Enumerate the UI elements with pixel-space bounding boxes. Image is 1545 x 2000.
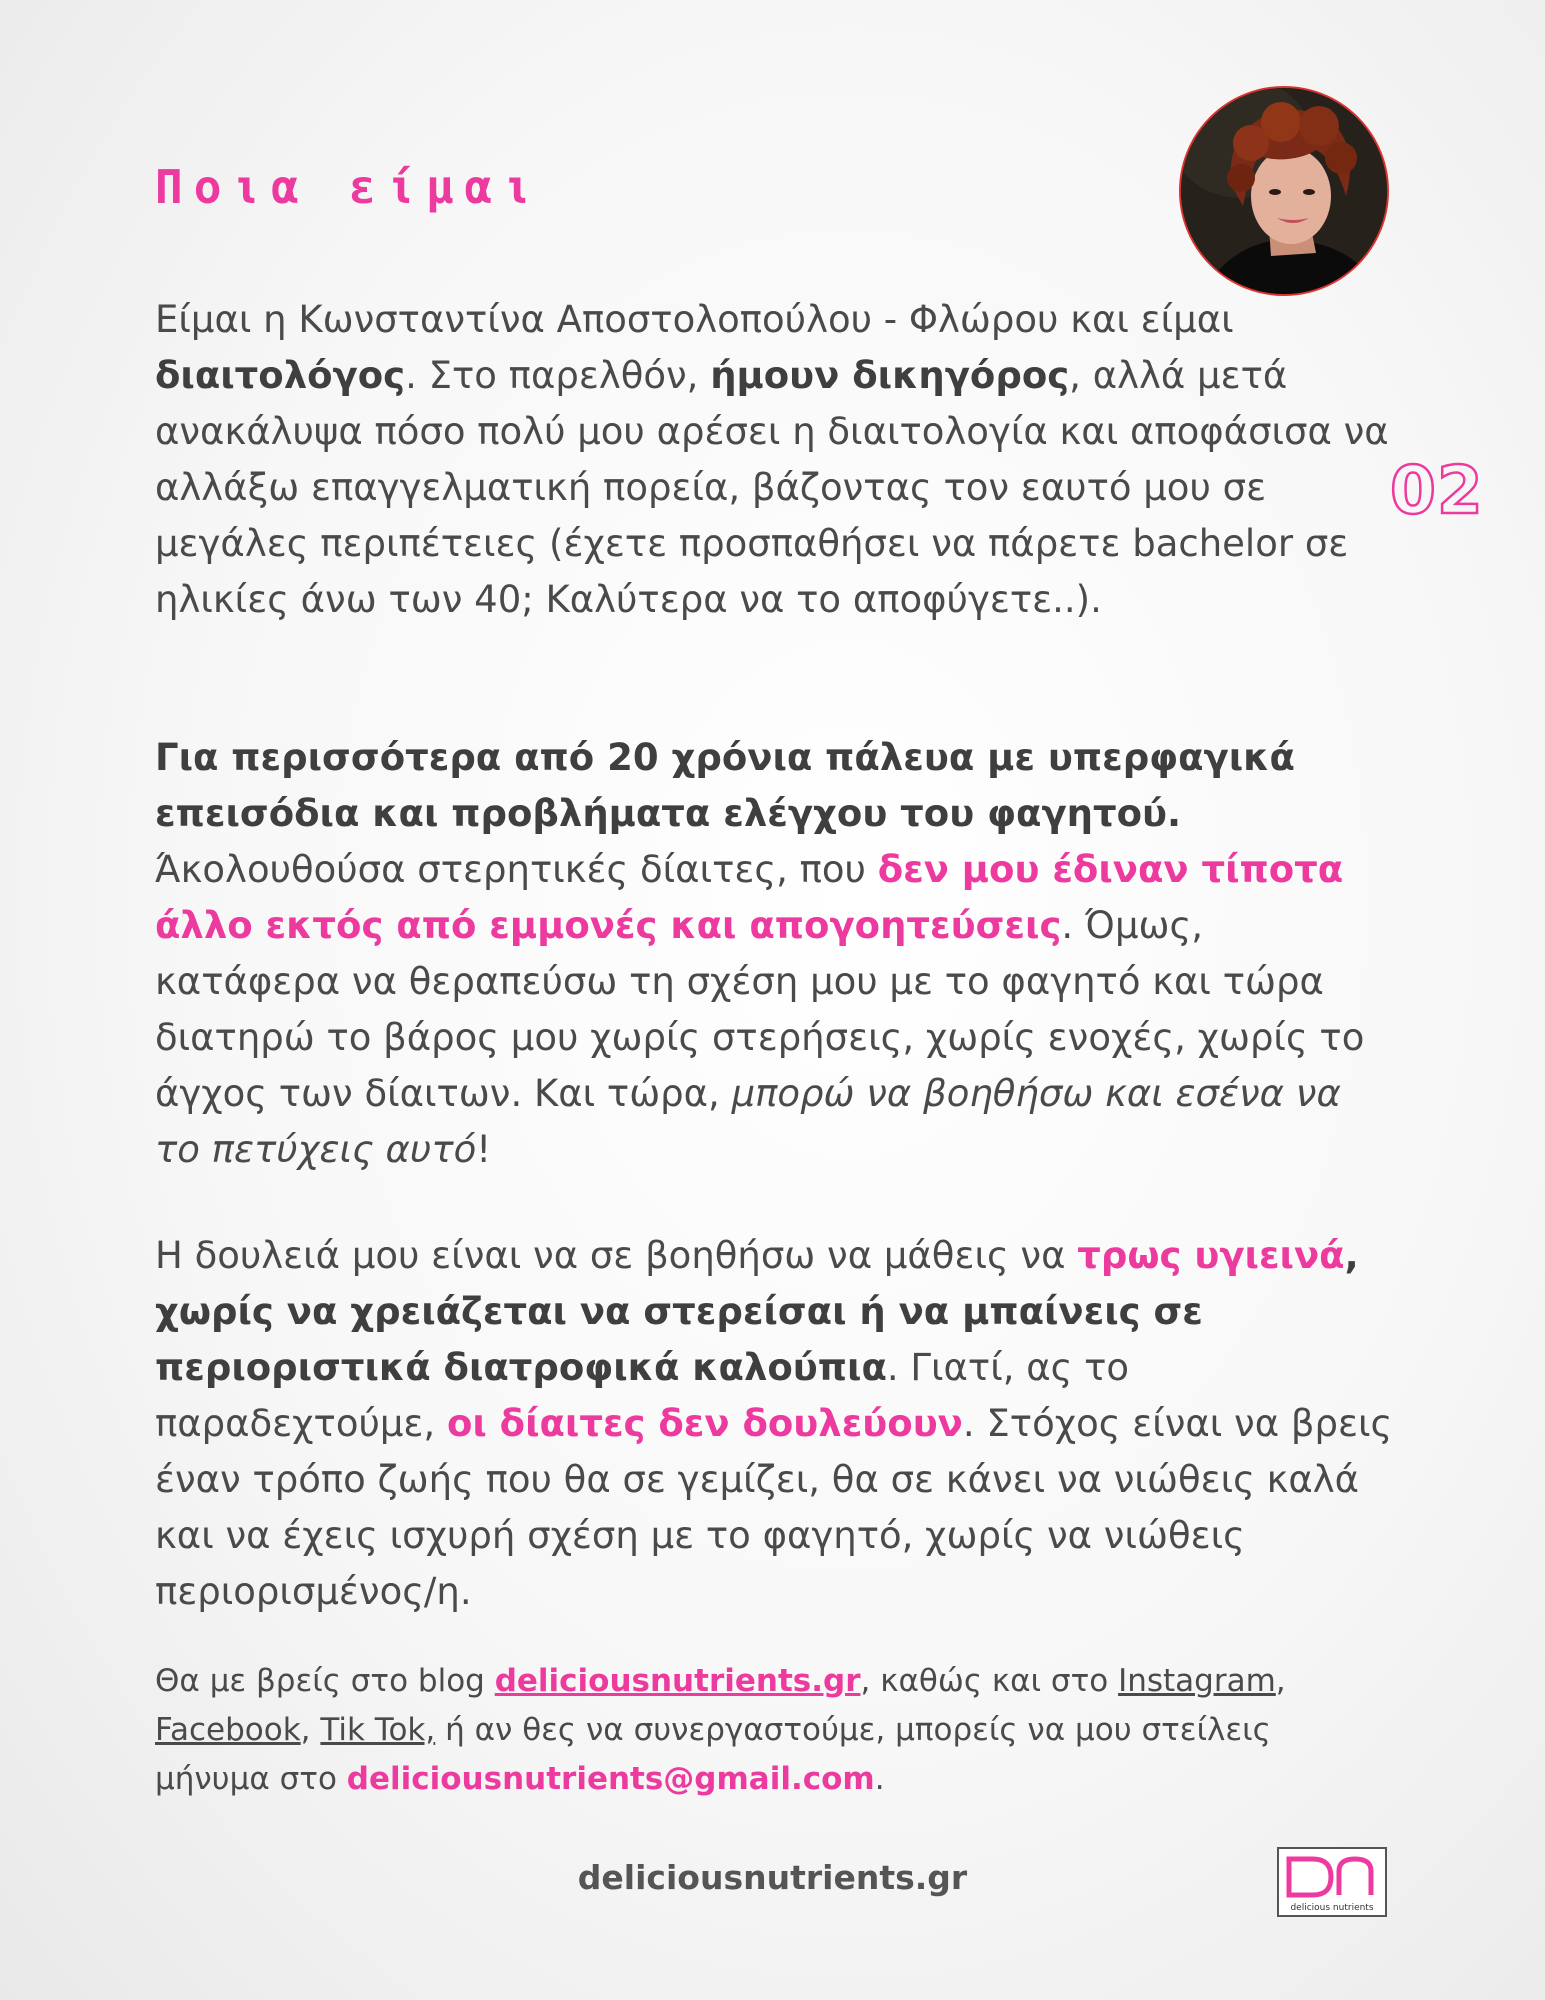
page-number: 02 — [1390, 452, 1484, 529]
facebook-link[interactable]: Facebook — [155, 1712, 301, 1748]
text-run: , αλλά μετά ανακάλυψα πόσο πολύ μου αρέσει η διαιτολογία και αποφάσισα να αλλάξω επαγγελματική πορεία, βάζοντας τον εαυτό μου σε μεγάλες περιπέτειες (έχετε προσπαθήσει να πάρετε bachelor σε ηλικίες άνω των 40; Καλύτερα να το αποφύγετε..). — [155, 354, 1389, 621]
blog-link[interactable]: deliciousnutrients.gr — [494, 1663, 861, 1699]
bold-text: ήμουν δικηγόρος — [710, 354, 1070, 397]
intro-paragraph — [155, 292, 1395, 628]
mission-paragraph — [155, 1228, 1395, 1620]
bold-text: Για περισσότερα από 20 χρόνια πάλευα με υπερφαγικά επεισόδια και προβλήματα ελέγχου του φαγητού. — [155, 736, 1295, 835]
highlight-text: τρως υγιεινά — [1077, 1234, 1345, 1277]
bold-text: , χωρίς να χρειάζεται να στερείσαι ή να μπαίνεις σε περιοριστικά διατροφικά καλούπια — [155, 1234, 1359, 1389]
contact-paragraph — [155, 1657, 1395, 1804]
email-link[interactable]: deliciousnutrients@gmail.com — [346, 1761, 875, 1797]
text-run: Η δουλειά μου είναι να σε βοηθήσω να μάθεις να — [155, 1234, 1078, 1277]
text-run: Θα με βρείς στο blog — [155, 1663, 495, 1699]
highlight-text: οι δίαιτες δεν δουλεύουν — [446, 1402, 963, 1445]
story-paragraph — [155, 730, 1395, 1178]
bold-text: διαιτολόγος — [155, 354, 406, 397]
text-run: . Γιατί, ας το παραδεχτούμε, — [155, 1346, 1130, 1445]
text-run: . — [874, 1761, 885, 1797]
text-run: , καθώς και στο — [860, 1663, 1119, 1699]
author-avatar — [1179, 86, 1389, 296]
text-run: . Στο παρελθόν, — [405, 354, 711, 397]
tiktok-link[interactable]: Tik Tok, — [320, 1712, 436, 1748]
author-portrait-image — [1181, 88, 1389, 296]
text-run: ή αν θες να συνεργαστούμε, μπορείς να μου στείλεις μήνυμα στο — [155, 1712, 1271, 1797]
page-title: Ποια είμαι — [155, 160, 542, 214]
text-run: Είμαι η Κωνσταντίνα Αποστολοπούλου - Φλώρου και είμαι — [155, 298, 1234, 341]
italic-text: μπορώ να βοηθήσω και εσένα να το πετύχεις αυτό — [155, 1072, 1341, 1171]
text-run: ! — [476, 1128, 492, 1171]
text-run: Άκολουθούσα στερητικές δίαιτες, που — [155, 848, 878, 891]
highlight-text: δεν μου έδιναν τίποτα άλλο εκτός από εμμονές και απογοητεύσεις — [155, 848, 1344, 947]
text-run: . Όμως, κατάφερα να θεραπεύσω τη σχέση μου με το φαγητό και τώρα διατηρώ το βάρος μου χωρίς στερήσεις, χωρίς ενοχές, χωρίς το άγχος των δίαιτων. Και τώρα, — [155, 904, 1365, 1115]
dn-logo-icon — [1279, 1849, 1385, 1915]
brand-logo — [1277, 1847, 1387, 1917]
instagram-link[interactable]: Instagram — [1118, 1663, 1276, 1699]
logo-text: delicious nutrients — [1290, 1903, 1374, 1913]
separator: , — [300, 1712, 321, 1748]
separator: , — [1275, 1663, 1286, 1699]
text-run: . Στόχος είναι να βρεις έναν τρόπο ζωής που θα σε γεμίζει, θα σε κάνει να νιώθεις καλά και να έχεις ισχυρή σχέση με το φαγητό, χωρίς να νιώθεις περιορισμένος/η. — [155, 1402, 1393, 1613]
footer-url: deliciousnutrients.gr — [577, 1858, 968, 1897]
